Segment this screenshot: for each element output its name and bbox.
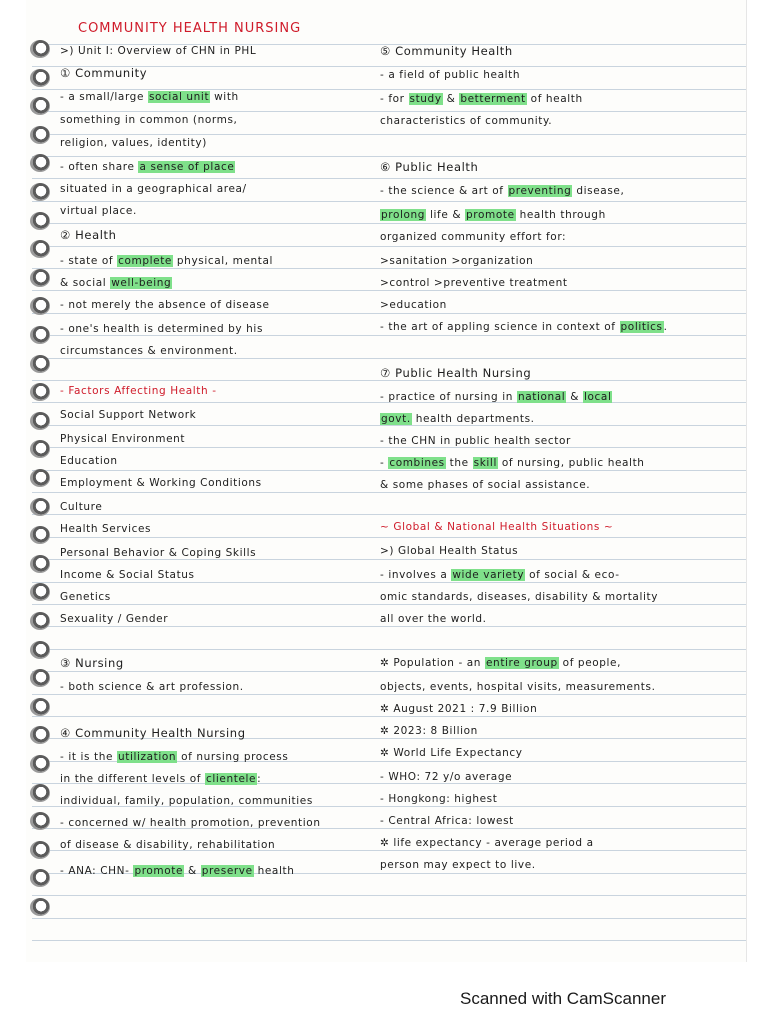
note-line: - a field of public health [380, 69, 521, 81]
binder-hole [30, 898, 50, 916]
note-line: Culture [60, 501, 103, 513]
ruled-line [32, 716, 746, 717]
note-line: ✲ 2023: 8 Billion [380, 725, 478, 737]
note-line: >control >preventive treatment [380, 277, 568, 289]
note-line: omic standards, diseases, disability & mortality [380, 591, 659, 603]
binder-hole [30, 498, 50, 516]
note-line: circumstances & environment. [60, 345, 238, 357]
note-line [60, 276, 172, 290]
note-text: & [566, 391, 583, 403]
binder-hole [30, 240, 50, 258]
note-line: - concerned w/ health promotion, prevention [60, 817, 321, 829]
note-text: of social & eco- [525, 569, 620, 581]
highlighted-text: skill [473, 457, 497, 469]
note-line [380, 656, 621, 670]
note-text: in the different levels of [60, 773, 206, 785]
note-text: health [253, 865, 295, 877]
note-line: ⑥ Public Health [380, 160, 479, 174]
binder-hole [30, 183, 50, 201]
note-line: Physical Environment [60, 433, 186, 445]
binder-hole [30, 126, 50, 144]
ruled-line [32, 178, 746, 179]
note-text: & social [60, 277, 111, 289]
ruled-line [32, 156, 746, 157]
ruled-line [32, 246, 746, 247]
binder-hole [30, 698, 50, 716]
note-line: - one's health is determined by his [60, 323, 264, 335]
note-line [60, 160, 235, 174]
note-text: . [663, 321, 668, 333]
ruled-line [32, 268, 746, 269]
ruled-line [32, 940, 746, 941]
highlighted-text: wide variety [452, 569, 525, 581]
note-text: of health [526, 93, 583, 105]
note-line: ② Health [60, 228, 117, 242]
note-text: : [257, 773, 262, 785]
note-line: Social Support Network [60, 409, 197, 421]
note-text: - [380, 457, 389, 469]
highlighted-text: betterment [460, 93, 526, 105]
binder-hole [30, 355, 50, 373]
note-line: ✲ life expectancy - average period a [380, 837, 594, 849]
scanner-watermark: Scanned with CamScanner [460, 989, 667, 1008]
note-line: Education [60, 455, 118, 467]
note-line: ③ Nursing [60, 656, 124, 670]
ruled-line [32, 649, 746, 650]
note-text: the [445, 457, 473, 469]
highlighted-text: politics [620, 321, 663, 333]
note-line: ✲ August 2021 : 7.9 Billion [380, 703, 538, 715]
note-line: & some phases of social assistance. [380, 479, 591, 491]
binder-hole [30, 269, 50, 287]
note-text: health departments. [411, 413, 535, 425]
highlighted-text: govt. [381, 413, 411, 425]
note-line [380, 456, 645, 470]
note-line [380, 208, 606, 222]
ruled-line [32, 918, 746, 919]
note-text: life & [426, 209, 466, 221]
note-line: Personal Behavior & Coping Skills [60, 547, 257, 559]
binder-hole [30, 841, 50, 859]
note-line: - not merely the absence of disease [60, 299, 270, 311]
note-line: religion, values, identity) [60, 137, 207, 149]
ruled-line [32, 671, 746, 672]
note-line: >sanitation >organization [380, 255, 534, 267]
note-line: ① Community [60, 66, 148, 80]
ruled-line [32, 537, 746, 538]
note-text: - practice of nursing in [380, 391, 517, 403]
note-text: of people, [558, 657, 622, 669]
notebook-page [26, 0, 747, 962]
binder-hole [30, 526, 50, 544]
ruled-line [32, 313, 746, 314]
page-title: COMMUNITY HEALTH NURSING [78, 21, 302, 36]
ruled-line [32, 895, 746, 896]
ruled-line [32, 223, 746, 224]
note-text: - state of [60, 255, 118, 267]
binder-hole [30, 383, 50, 401]
note-line [60, 864, 294, 878]
binder-hole [30, 97, 50, 115]
note-line: ~ Global & National Health Situations ~ [380, 521, 614, 533]
highlighted-text: promote [134, 865, 184, 877]
note-line: characteristics of community. [380, 115, 553, 127]
note-line: organized community effort for: [380, 231, 567, 243]
highlighted-text: clientele [206, 773, 257, 785]
note-line [380, 184, 624, 198]
note-line: ⑦ Public Health Nursing [380, 366, 532, 380]
note-line: Health Services [60, 523, 152, 535]
highlighted-text: social unit [148, 91, 210, 103]
binder-hole [30, 669, 50, 687]
note-line: individual, family, population, communities [60, 795, 313, 807]
note-text: ✲ Population - an [380, 657, 485, 669]
note-line: virtual place. [60, 205, 137, 217]
note-text: & [442, 93, 460, 105]
note-line: - WHO: 72 y/o average [380, 771, 513, 783]
note-line: - both science & art profession. [60, 681, 244, 693]
note-line: situated in a geographical area/ [60, 183, 247, 195]
highlighted-text: combines [389, 457, 445, 469]
ruled-line [32, 492, 746, 493]
note-text: - involves a [380, 569, 452, 581]
binder-hole [30, 869, 50, 887]
binder-hole [30, 612, 50, 630]
ruled-line [32, 290, 746, 291]
ruled-line [32, 626, 746, 627]
note-text: - it is the [60, 751, 117, 763]
note-line [380, 568, 620, 582]
binder-hole [30, 784, 50, 802]
note-text: physical, mental [172, 255, 274, 267]
note-line [60, 254, 273, 268]
note-line: Income & Social Status [60, 569, 195, 581]
note-line: Genetics [60, 591, 111, 603]
binder-hole [30, 154, 50, 172]
note-line: Sexuality / Gender [60, 613, 169, 625]
ruled-line [32, 201, 746, 202]
note-line [60, 750, 288, 764]
note-line [380, 92, 583, 106]
note-line: - Hongkong: highest [380, 793, 498, 805]
highlighted-text: a sense of place [139, 161, 235, 173]
note-line: - the CHN in public health sector [380, 435, 571, 447]
ruled-line [32, 604, 746, 605]
binder-hole [30, 412, 50, 430]
highlighted-text: utilization [118, 751, 177, 763]
highlighted-text: complete [118, 255, 172, 267]
ruled-line [32, 514, 746, 515]
highlighted-text: promote [466, 209, 515, 221]
highlighted-text: local [584, 391, 612, 403]
highlighted-text: preserve [201, 865, 253, 877]
note-line: all over the world. [380, 613, 487, 625]
binder-hole [30, 726, 50, 744]
note-text: & [184, 865, 201, 877]
binder-hole [30, 469, 50, 487]
note-line: objects, events, hospital visits, measurements. [380, 681, 656, 693]
note-line: >) Global Health Status [380, 545, 519, 557]
note-line: ✲ World Life Expectancy [380, 747, 523, 759]
highlighted-text: national [517, 391, 566, 403]
binder-hole [30, 212, 50, 230]
note-text: - for [380, 93, 409, 105]
note-text: - ANA: CHN- [60, 865, 134, 877]
note-text: disease, [572, 185, 625, 197]
ruled-line [32, 134, 746, 135]
highlighted-text: preventing [508, 185, 572, 197]
ruled-line [32, 380, 746, 381]
binder-hole [30, 641, 50, 659]
note-text: - often share [60, 161, 139, 173]
note-text: of nursing process [177, 751, 289, 763]
highlighted-text: study [409, 93, 442, 105]
note-line [60, 772, 261, 786]
binder-hole [30, 326, 50, 344]
note-text: - the art of appling science in context of [380, 321, 620, 333]
note-line: >education [380, 299, 447, 311]
note-line: something in common (norms, [60, 114, 238, 126]
binder-hole [30, 583, 50, 601]
note-line: person may expect to live. [380, 859, 536, 871]
note-line [380, 390, 612, 404]
binder-hole [30, 555, 50, 573]
note-line: Employment & Working Conditions [60, 477, 262, 489]
note-text: of nursing, public health [497, 457, 645, 469]
note-line [60, 90, 239, 104]
binder-hole [30, 40, 50, 58]
note-line [380, 320, 668, 334]
note-line: >) Unit I: Overview of CHN in PHL [60, 45, 257, 57]
note-text: - the science & art of [380, 185, 508, 197]
note-line: ④ Community Health Nursing [60, 726, 246, 740]
highlighted-text: entire group [486, 657, 558, 669]
note-line: - Central Africa: lowest [380, 815, 514, 827]
binder-hole [30, 755, 50, 773]
binder-hole [30, 69, 50, 87]
highlighted-text: well-being [111, 277, 172, 289]
note-text: health through [515, 209, 606, 221]
note-text: with [210, 91, 239, 103]
note-line: - Factors Affecting Health - [60, 385, 217, 397]
note-line: of disease & disability, rehabilitation [60, 839, 276, 851]
note-line: ⑤ Community Health [380, 44, 513, 58]
highlighted-text: prolong [381, 209, 426, 221]
note-text: - a small/large [60, 91, 148, 103]
note-line [380, 412, 535, 426]
binder-hole [30, 440, 50, 458]
